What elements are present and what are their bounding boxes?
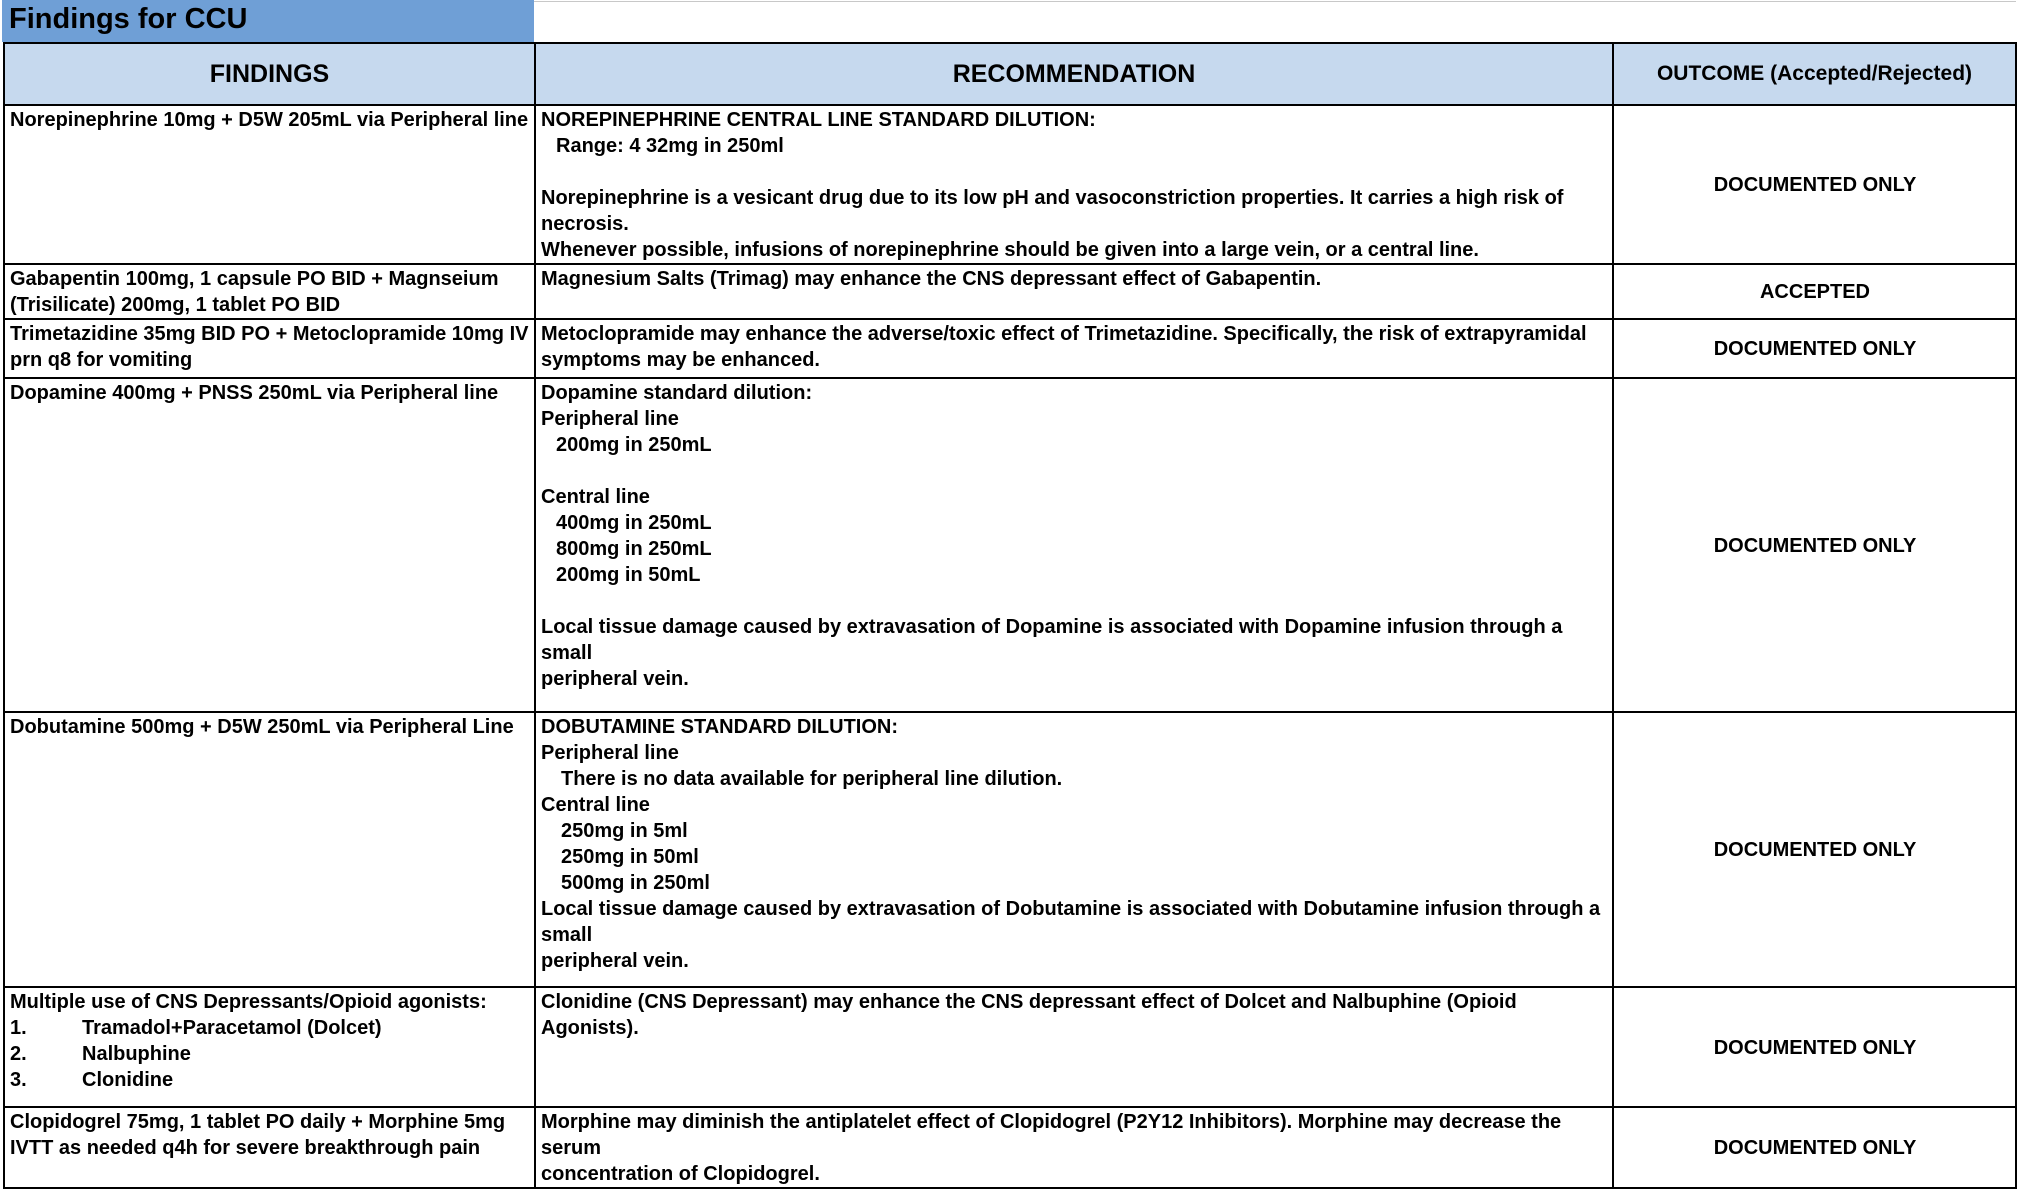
blank-line — [541, 588, 1608, 614]
recommendation-text: Peripheral line — [541, 408, 679, 430]
recommendation-header[interactable]: RECOMMENDATION — [535, 43, 1613, 105]
table-row — [4, 264, 2016, 319]
outcome-cell[interactable]: DOCUMENTED ONLY — [1613, 105, 2016, 264]
finding-text: Multiple use of CNS Depressants/Opioid agonists: — [10, 991, 487, 1013]
recommendation-text: peripheral vein. — [541, 668, 689, 690]
recommendation-text: 200mg in 50mL — [556, 564, 701, 586]
outcome-cell[interactable]: DOCUMENTED ONLY — [1613, 1107, 2016, 1188]
recommendation-text: Peripheral line — [541, 742, 679, 764]
outcome-cell[interactable]: DOCUMENTED ONLY — [1613, 712, 2016, 987]
table-row — [4, 105, 2016, 264]
finding-text: prn q8 for vomiting — [10, 349, 193, 371]
finding-cell[interactable] — [4, 264, 535, 319]
outcome-cell[interactable]: DOCUMENTED ONLY — [1613, 319, 2016, 378]
gridline — [534, 1, 2016, 2]
recommendation-text: peripheral vein. — [541, 950, 689, 972]
finding-text: Gabapentin 100mg, 1 capsule PO BID + Magnseium — [10, 268, 499, 290]
recommendation-text: 250mg in 5ml — [561, 820, 688, 842]
outcome-cell[interactable]: ACCEPTED — [1613, 264, 2016, 319]
recommendation-text: Central line — [541, 794, 650, 816]
list-item — [10, 1067, 530, 1093]
recommendation-text: Metoclopramide may enhance the adverse/toxic effect of Trimetazidine. Specifically, the risk of extrapyramidal — [541, 323, 1587, 345]
list-number: 1. — [10, 1017, 27, 1039]
recommendation-cell[interactable] — [535, 105, 1613, 264]
sheet-title: Findings for CCU — [2, 0, 534, 42]
finding-text: Dobutamine 500mg + D5W 250mL via Peripheral Line — [10, 716, 514, 738]
recommendation-text: 250mg in 50ml — [561, 846, 699, 868]
outcome-cell[interactable]: DOCUMENTED ONLY — [1613, 378, 2016, 712]
blank-line — [541, 159, 1608, 185]
finding-cell[interactable] — [4, 378, 535, 712]
recommendation-text: Clonidine (CNS Depressant) may enhance the CNS depressant effect of Dolcet and Nalbuphine (Opioid Agonists). — [541, 991, 1522, 1039]
finding-text: (Trisilicate) 200mg, 1 tablet PO BID — [10, 294, 341, 316]
recommendation-cell[interactable] — [535, 987, 1613, 1107]
finding-cell[interactable] — [4, 319, 535, 378]
recommendation-text: Magnesium Salts (Trimag) may enhance the CNS depressant effect of Gabapentin. — [541, 268, 1322, 290]
table-row — [4, 1107, 2016, 1188]
recommendation-text: Central line — [541, 486, 650, 508]
recommendation-text: Norepinephrine is a vesicant drug due to its low pH and vasoconstriction properties. It carries a high risk of necrosis. — [541, 187, 1570, 235]
recommendation-text: 800mg in 250mL — [556, 538, 712, 560]
table-row — [4, 987, 2016, 1107]
recommendation-text: Local tissue damage caused by extravasation of Dobutamine is associated with Dobutamine infusion through a small — [541, 898, 1606, 946]
list-item — [10, 1041, 530, 1067]
list-text: Tramadol+Paracetamol (Dolcet) — [82, 1017, 382, 1039]
blank-line — [541, 458, 1608, 484]
recommendation-text: Range: 4 32mg in 250ml — [556, 135, 784, 157]
recommendation-text: NOREPINEPHRINE CENTRAL LINE STANDARD DILUTION: — [541, 109, 1096, 131]
finding-text: Dopamine 400mg + PNSS 250mL via Peripheral line — [10, 382, 499, 404]
recommendation-cell[interactable] — [535, 264, 1613, 319]
recommendation-text: Morphine may diminish the antiplatelet effect of Clopidogrel (P2Y12 Inhibitors). Morphine may decrease the serum — [541, 1111, 1567, 1159]
list-number: 2. — [10, 1043, 27, 1065]
table-row — [4, 319, 2016, 378]
recommendation-cell[interactable] — [535, 319, 1613, 378]
list-text: Clonidine — [82, 1069, 174, 1091]
recommendation-cell[interactable] — [535, 1107, 1613, 1188]
finding-cell[interactable] — [4, 987, 535, 1107]
finding-text: Norepinephrine 10mg + D5W 205mL via Peripheral line — [10, 109, 529, 131]
finding-cell[interactable] — [4, 712, 535, 987]
recommendation-text: There is no data available for peripheral line dilution. — [561, 768, 1063, 790]
recommendation-text: Whenever possible, infusions of norepinephrine should be given into a large vein, or a central line. — [541, 239, 1479, 261]
recommendation-text: concentration of Clopidogrel. — [541, 1163, 820, 1185]
recommendation-text: DOBUTAMINE STANDARD DILUTION: — [541, 716, 899, 738]
finding-text: Trimetazidine 35mg BID PO + Metoclopramide 10mg IV — [10, 323, 529, 345]
recommendation-text: 500mg in 250ml — [561, 872, 710, 894]
finding-text: IVTT as needed q4h for severe breakthrough pain — [10, 1137, 481, 1159]
table-row — [4, 712, 2016, 987]
header-row — [4, 43, 2016, 105]
outcome-cell[interactable]: DOCUMENTED ONLY — [1613, 987, 2016, 1107]
finding-text: Clopidogrel 75mg, 1 tablet PO daily + Morphine 5mg — [10, 1111, 506, 1133]
table-row — [4, 378, 2016, 712]
recommendation-cell[interactable] — [535, 378, 1613, 712]
finding-cell[interactable] — [4, 1107, 535, 1188]
recommendation-text: Dopamine standard dilution: — [541, 382, 813, 404]
recommendation-text: symptoms may be enhanced. — [541, 349, 820, 371]
recommendation-text: 200mg in 250mL — [556, 434, 712, 456]
list-item — [10, 1015, 530, 1041]
findings-header[interactable]: FINDINGS — [4, 43, 535, 105]
recommendation-text: Local tissue damage caused by extravasation of Dopamine is associated with Dopamine infusion through a small — [541, 616, 1568, 664]
list-number: 3. — [10, 1069, 27, 1091]
findings-table — [3, 42, 2017, 1189]
finding-cell[interactable] — [4, 105, 535, 264]
recommendation-cell[interactable] — [535, 712, 1613, 987]
recommendation-text: 400mg in 250mL — [556, 512, 712, 534]
outcome-header[interactable]: OUTCOME (Accepted/Rejected) — [1613, 43, 2016, 105]
list-text: Nalbuphine — [82, 1043, 191, 1065]
